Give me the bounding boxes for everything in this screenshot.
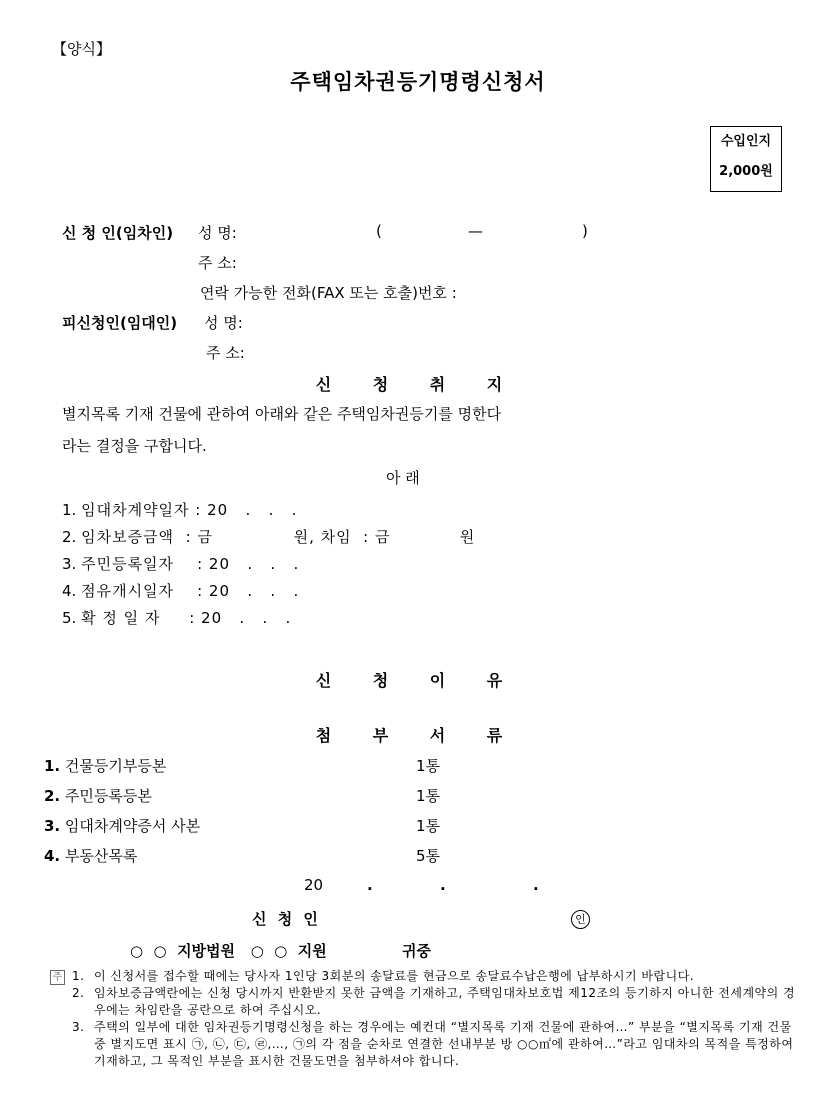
form-label: 【양식】: [52, 40, 111, 58]
revenue-stamp-box: [710, 126, 782, 192]
applicant-name-label: 성 명:: [198, 224, 237, 242]
stamp-label: 수입인지: [720, 134, 772, 149]
attachment-row: 3. 임대차계약증서 사본: [44, 817, 201, 835]
item-3: 3. 주민등록일자 : 20 . . .: [62, 555, 300, 573]
applicant-phone-label: 연락 가능한 전화(FAX 또는 호출)번호 :: [200, 284, 457, 302]
applicant-label: 신 청 인(임차인): [62, 224, 174, 242]
notes-section: [50, 968, 805, 1070]
document-title: 주택임차권등기명령신청서: [290, 70, 546, 94]
date-dot-3: .: [533, 876, 539, 894]
applicant-id-dash: —: [468, 222, 483, 240]
purpose-heading: 신 청 취 지: [315, 375, 521, 394]
court-suffix: 귀중: [402, 942, 431, 960]
date-dot-2: .: [440, 876, 446, 894]
date-dot-1: .: [367, 876, 373, 894]
item-4: 4. 점유개시일자 : 20 . . .: [62, 582, 300, 600]
purpose-line-1: 별지목록 기재 건물에 관하여 아래와 같은 주택임차권등기를 명한다: [62, 405, 502, 423]
applicant-id-open-paren: (: [376, 222, 382, 240]
note-item: 주 1. 이 신청서를 접수할 때에는 당사자 1인당 3회분의 송달료를 현금으로 송달료수납은행에 납부하시기 바랍니다.: [50, 968, 805, 985]
note-item: 3. 주택의 일부에 대한 임차권등기명령신청을 하는 경우에는 예컨대 “별지목록 기재 건물에 관하여…” 부분을 “별지목록 기재 건물 중 별지도면 표시 ㉠, ㉡, ㉢, ㉣,…, ㉠의 각 점을 순차로 연결한 선내부분 방 ○○㎡에 관하여…”라고 임대차의 목적을 특정하여 기재하고, 그 목적인 부분을 표시한 건물도면을 첨부하셔야 합니다.: [72, 1020, 794, 1068]
attachment-count: 1통: [416, 787, 441, 805]
stamp-amount: 2,000원: [719, 164, 773, 179]
signer-label: 신 청 인: [252, 910, 321, 928]
respondent-name-label: 성 명:: [204, 314, 243, 332]
attachment-count: 1통: [416, 757, 441, 775]
respondent-label: 피신청인(임대인): [62, 314, 178, 332]
attachments-heading: 첨 부 서 류: [315, 726, 521, 745]
applicant-address-label: 주 소:: [198, 254, 237, 272]
item-2: 2. 임차보증금액 : 금 원, 차임 : 금 원: [62, 528, 476, 546]
seal-mark-icon: 인: [571, 908, 590, 929]
attachment-count: 1통: [416, 817, 441, 835]
item-5: 5. 확 정 일 자 : 20 . . .: [62, 609, 292, 627]
attachment-row: 1. 건물등기부등본: [44, 757, 167, 775]
note-item: 2. 임차보증금액란에는 신청 당시까지 반환받지 못한 금액을 기재하고, 주택임대차보호법 제12조의 등기하지 아니한 전세계약의 경우에는 차임란을 공란으로 하여 주십시오.: [72, 986, 796, 1017]
applicant-id-close-paren: ): [582, 222, 588, 240]
court-name: ○ ○ 지방법원 ○ ○ 지원: [130, 942, 327, 960]
reason-heading: 신 청 이 유: [315, 671, 521, 690]
item-1: 1. 임대차계약일자 : 20 . . .: [62, 501, 298, 519]
attachment-count: 5통: [416, 847, 441, 865]
respondent-address-label: 주 소:: [206, 344, 245, 362]
attachment-row: 4. 부동산목록: [44, 847, 138, 865]
purpose-line-2: 라는 결정을 구합니다.: [62, 437, 207, 455]
note-mark-icon: 주: [50, 970, 65, 985]
date-year: 20: [304, 876, 324, 894]
attachment-row: 2. 주민등록등본: [44, 787, 152, 805]
below-label: 아 래: [386, 469, 420, 487]
